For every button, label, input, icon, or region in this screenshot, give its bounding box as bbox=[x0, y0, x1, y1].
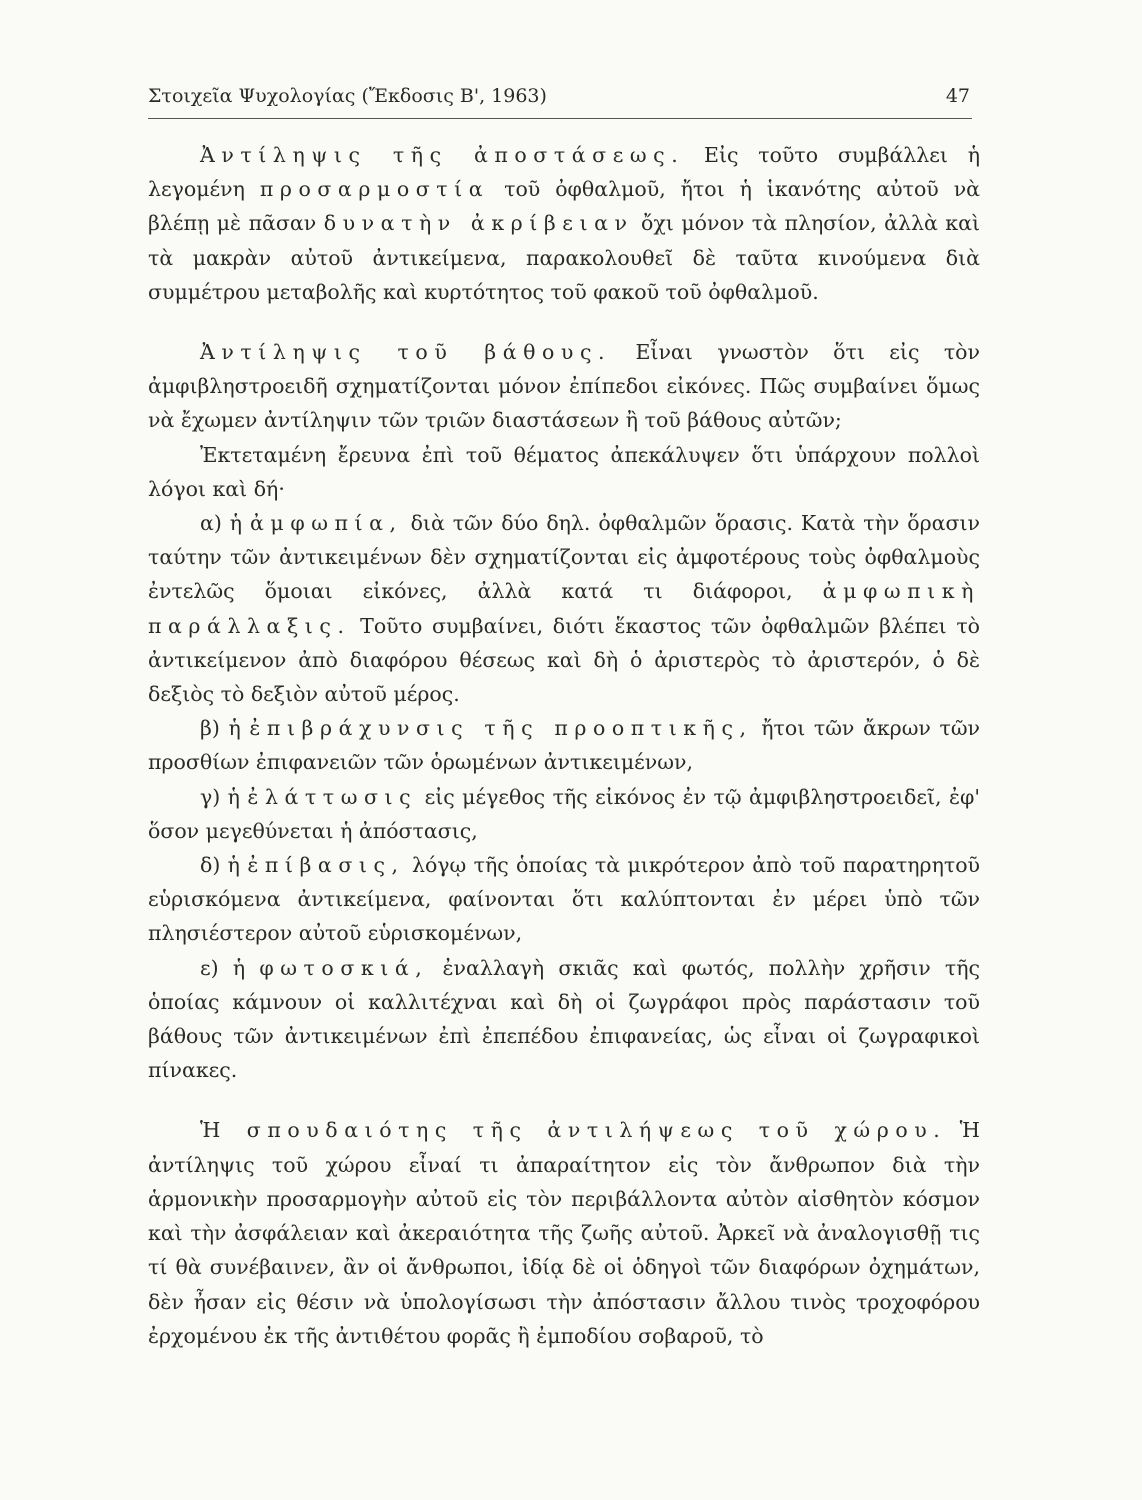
list-label: γ) ἡ bbox=[200, 784, 248, 809]
paragraph-text: διὰ τῶν δύο δηλ. ὀφθαλμῶν ὅρασις. Κατὰ τὴν ὅρασιν ταύτην τῶν ἀντικειμένων δὲν σχηματίζονται εἰς ἀμφοτέρους τοὺς ὀφθαλμοὺς ἐντελῶς ὅμοιαι εἰκόνες, ἀλλὰ κατά τι διάφοροι, bbox=[148, 511, 980, 604]
paragraph-text: Εἶναι γνωστὸν ὅτι εἰς τὸν ἀμφιβληστροειδῆ σχηματίζονται μόνον ἐπίπεδοι εἰκόνες. Πῶς συμβαίνει ὅμως νὰ ἔχωμεν ἀντίληψιν τῶν τριῶν διαστάσεων ἢ τοῦ βάθους αὐτῶν; bbox=[148, 340, 980, 433]
paragraph-depth-perception bbox=[148, 335, 980, 438]
list-label: β) ἡ bbox=[200, 716, 250, 741]
section-heading-distance: Ἀντίληψις τῆς ἀποστάσεως. bbox=[200, 143, 685, 167]
paragraph-text: λόγῳ τῆς ὁποίας τὰ μικρότερον ἀπὸ τοῦ παρατηρητοῦ εὑρισκόμενα ἀντικείμενα, φαίνονται ὅτι καλύπτονται ἐν μέρει ὑπὸ τῶν πλησιέστερον αὐτοῦ εὑρισκομένων, bbox=[148, 853, 981, 946]
list-item-c bbox=[148, 780, 980, 848]
paragraph-text: Ἡ ἀντίληψις τοῦ χώρου εἶναί τι ἀπαραίτητον εἰς τὸν ἄνθρωπον διὰ τὴν ἁρμονικὴν προσαρμογὴν αὐτοῦ εἰς τὸν περιβάλλοντα αὐτὸν αἰσθητὸν κόσμον καὶ τὴν ἀσφάλειαν καὶ ἀκεραιότητα τῆς ζωῆς αὐτοῦ. Ἀρκεῖ νὰ ἀναλογισθῇ τις τί θὰ συνέβαινεν, ἂν οἱ ἄνθρωποι, ἰδίᾳ δὲ οἱ ὁδηγοὶ τῶν διαφόρων ὀχημάτων, δὲν ἦσαν εἰς θέσιν νὰ ὑπολογίσωσι τὴν ἀπόστασιν ἄλλου τινὸς τροχοφόρου ἐρχομένου ἐκ τῆς ἀντιθέτου φορᾶς ἢ ἐμποδίου σοβαροῦ, τὸ bbox=[148, 1118, 980, 1348]
paragraph-text: ὄχι μόνον τὰ πλησίον, ἀλλὰ καὶ τὰ μακρὰν αὐτοῦ ἀντικείμενα, παρακολουθεῖ δὲ ταῦτα κινούμενα διὰ συμμέτρου μεταβολῆς καὶ κυρτότητος τοῦ φακοῦ τοῦ ὀφθαλμοῦ. bbox=[148, 211, 980, 304]
list-label: δ) ἡ bbox=[200, 853, 248, 878]
paragraph-importance-of-space bbox=[148, 1113, 980, 1352]
paragraph-text: ἤτοι τῶν ἄκρων τῶν προσθίων ἐπιφανειῶν τῶν ὁρωμένων ἀντικειμένων, bbox=[148, 716, 981, 775]
running-header bbox=[148, 82, 972, 119]
paragraph-text: Τοῦτο συμβαίνει, διότι ἕκαστος τῶν ὀφθαλμῶν βλέπει τὸ ἀντικείμενον ἀπὸ διαφόρου θέσεως καὶ δὴ ὁ ἀριστερὸς τὸ ἀριστερόν, ὁ δὲ δεξιὸς τὸ δεξιὸν αὐτοῦ μέρος. bbox=[148, 613, 980, 707]
paragraph-research bbox=[148, 438, 980, 506]
list-label: ε) ἡ bbox=[200, 955, 260, 980]
list-label: α) ἡ bbox=[200, 511, 251, 536]
emphasized-term: δυνατὴν ἀκρίβειαν bbox=[323, 211, 634, 236]
paragraph-distance-perception bbox=[148, 138, 980, 309]
paragraph-text: ἐναλλαγὴ σκιᾶς καὶ φωτός, πολλὴν χρῆσιν τῆς ὁποίας κάμνουν οἱ καλλιτέχναι καὶ δὴ οἱ ζωγράφοι πρὸς παράστασιν τοῦ βάθους τῶν ἀντικειμένων ἐπὶ ἐπεπέδου ἐπιφανείας, ὡς εἶναι οἱ ζωγραφικοὶ πίνακες. bbox=[148, 955, 980, 1083]
paragraph-text: εἰς μέγεθος τῆς εἰκόνος ἐν τῷ ἀμφιβληστροειδεῖ, ἐφ' ὅσον μεγεθύνεται ἡ ἀπόστασις, bbox=[148, 784, 980, 843]
paragraph-text: τοῦ ὀφθαλμοῦ, ἤτοι ἡ ἱκανότης αὐτοῦ νὰ βλέπῃ μὲ πᾶσαν bbox=[148, 177, 980, 236]
page-number: 47 bbox=[945, 85, 970, 107]
emphasized-term: ἀμφωπία, bbox=[250, 511, 403, 536]
list-item-a bbox=[148, 506, 980, 711]
emphasized-term: ἀμφωπικὴ παράλλαξις. bbox=[148, 579, 980, 638]
paragraph-text: Ἐκτεταμένη ἔρευνα ἐπὶ τοῦ θέματος ἀπεκάλυψεν ὅτι ὑπάρχουν πολλοὶ λόγοι καὶ δή· bbox=[148, 442, 980, 501]
paragraph-text: Εἰς τοῦτο συμβάλλει ἡ λεγομένη bbox=[148, 143, 980, 202]
list-item-d bbox=[148, 848, 980, 951]
section-heading-depth: Ἀντίληψις τοῦ βάθους. bbox=[200, 340, 612, 365]
emphasized-term: προσαρμοστία bbox=[259, 177, 490, 202]
emphasized-term: φωτοσκιά, bbox=[259, 955, 429, 980]
section-heading-importance: Ἡ σπουδαιότης τῆς ἀντιλήψεως τοῦ χώρου. bbox=[200, 1118, 947, 1143]
list-item-b bbox=[148, 711, 980, 779]
emphasized-term: ἐλάττωσις bbox=[247, 784, 418, 809]
emphasized-term: ἐπίβασις, bbox=[247, 853, 405, 878]
emphasized-term: ἐπιβράχυνσις τῆς προοπτικῆς, bbox=[249, 716, 753, 741]
list-item-e bbox=[148, 951, 980, 1088]
running-title: Στοιχεῖα Ψυχολογίας (Ἔκδοσις Β', 1963) bbox=[148, 85, 547, 107]
body-text bbox=[148, 138, 980, 1353]
